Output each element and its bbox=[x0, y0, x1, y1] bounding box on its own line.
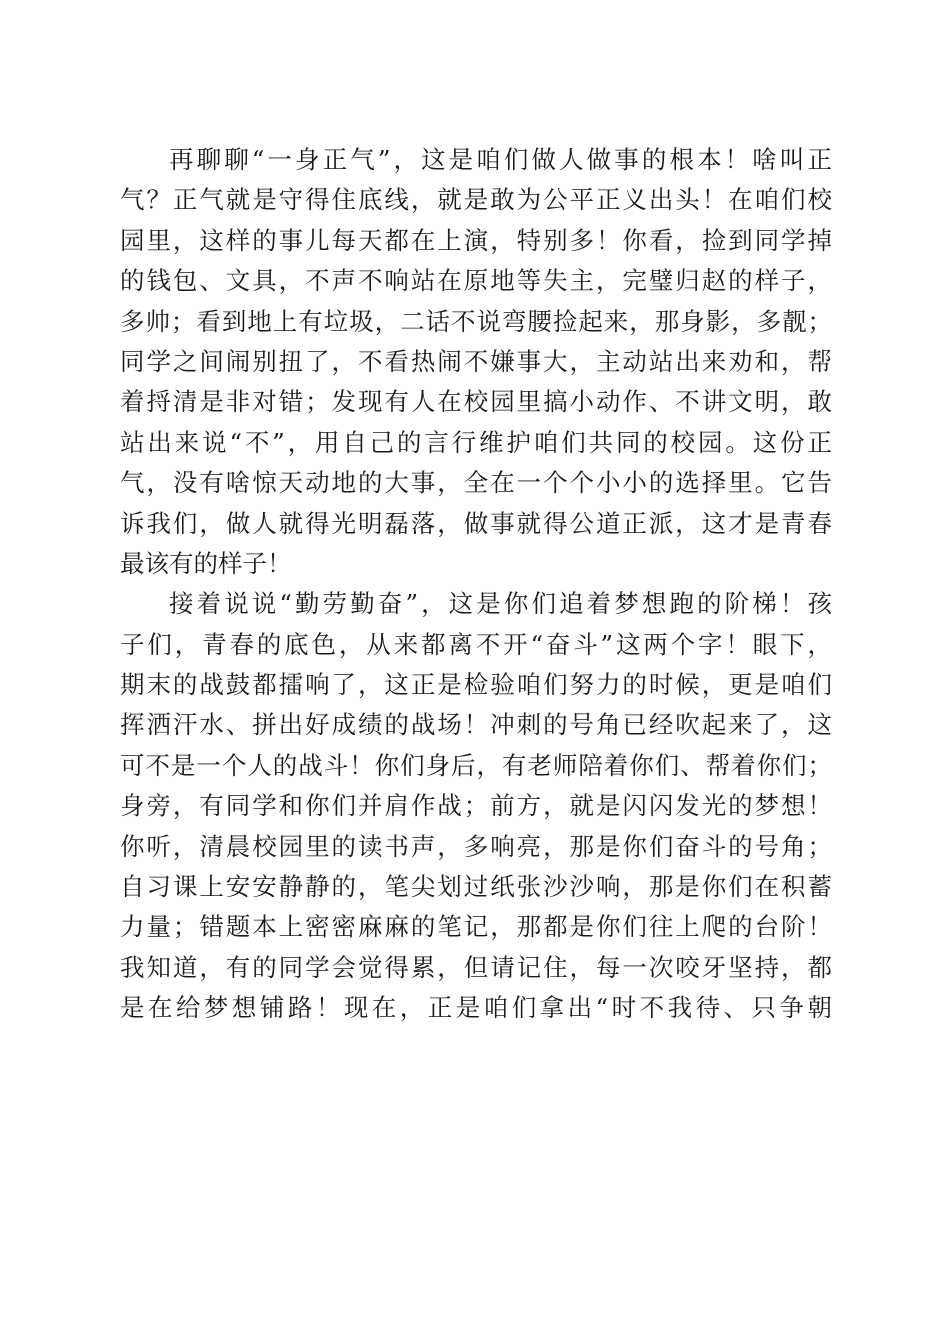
document-body bbox=[120, 140, 832, 1029]
text-line: 可不是一个人的战斗！你们身后，有老师陪着你们、帮着你们； bbox=[120, 750, 832, 780]
text-line: 着捋清是非对错；发现有人在校园里搞小动作、不讲文明，敢 bbox=[120, 387, 832, 417]
text-line: 气，没有啥惊天动地的大事，全在一个个小小的选择里。它告 bbox=[120, 468, 832, 498]
text-line: 身旁，有同学和你们并肩作战；前方，就是闪闪发光的梦想！ bbox=[120, 791, 832, 821]
text-line: 诉我们，做人就得光明磊落，做事就得公道正派，这才是青春 bbox=[120, 508, 832, 538]
text-line: 园里，这样的事儿每天都在上演，特别多！你看，捡到同学掉 bbox=[120, 225, 832, 255]
text-line: 期末的战鼓都擂响了，这正是检验咱们努力的时候，更是咱们 bbox=[120, 670, 832, 700]
text-line: 接着说说“勤劳勤奋”，这是你们追着梦想跑的阶梯！孩 bbox=[169, 589, 832, 619]
text-line: 同学之间闹别扭了，不看热闹不嫌事大，主动站出来劝和，帮 bbox=[120, 346, 832, 376]
text-line: 站出来说“不”，用自己的言行维护咱们共同的校园。这份正 bbox=[120, 427, 832, 457]
text-line: 再聊聊“一身正气”，这是咱们做人做事的根本！啥叫正 bbox=[169, 145, 832, 174]
text-line: 气？正气就是守得住底线，就是敢为公平正义出头！在咱们校 bbox=[120, 185, 832, 215]
text-line: 我知道，有的同学会觉得累，但请记住，每一次咬牙坚持，都 bbox=[120, 952, 832, 982]
paragraph-integrity bbox=[120, 140, 832, 584]
paragraph-diligence bbox=[120, 584, 832, 1028]
text-line: 力量；错题本上密密麻麻的笔记，那都是你们往上爬的台阶！ bbox=[120, 912, 832, 942]
text-line: 最该有的样子！ bbox=[120, 548, 292, 578]
text-line: 多帅；看到地上有垃圾，二话不说弯腰捡起来，那身影，多靓； bbox=[120, 306, 832, 336]
text-line: 的钱包、文具，不声不响站在原地等失主，完璧归赵的样子， bbox=[120, 266, 832, 296]
text-line: 自习课上安安静静的，笔尖划过纸张沙沙响，那是你们在积蓄 bbox=[120, 872, 832, 902]
text-line: 你听，清晨校园里的读书声，多响亮，那是你们奋斗的号角； bbox=[120, 831, 832, 861]
text-line: 是在给梦想铺路！现在，正是咱们拿出“时不我待、只争朝 bbox=[120, 993, 832, 1023]
text-line: 挥洒汗水、拼出好成绩的战场！冲刺的号角已经吹起来了，这 bbox=[120, 710, 832, 740]
text-line: 子们，青春的底色，从来都离不开“奋斗”这两个字！眼下， bbox=[120, 629, 832, 659]
